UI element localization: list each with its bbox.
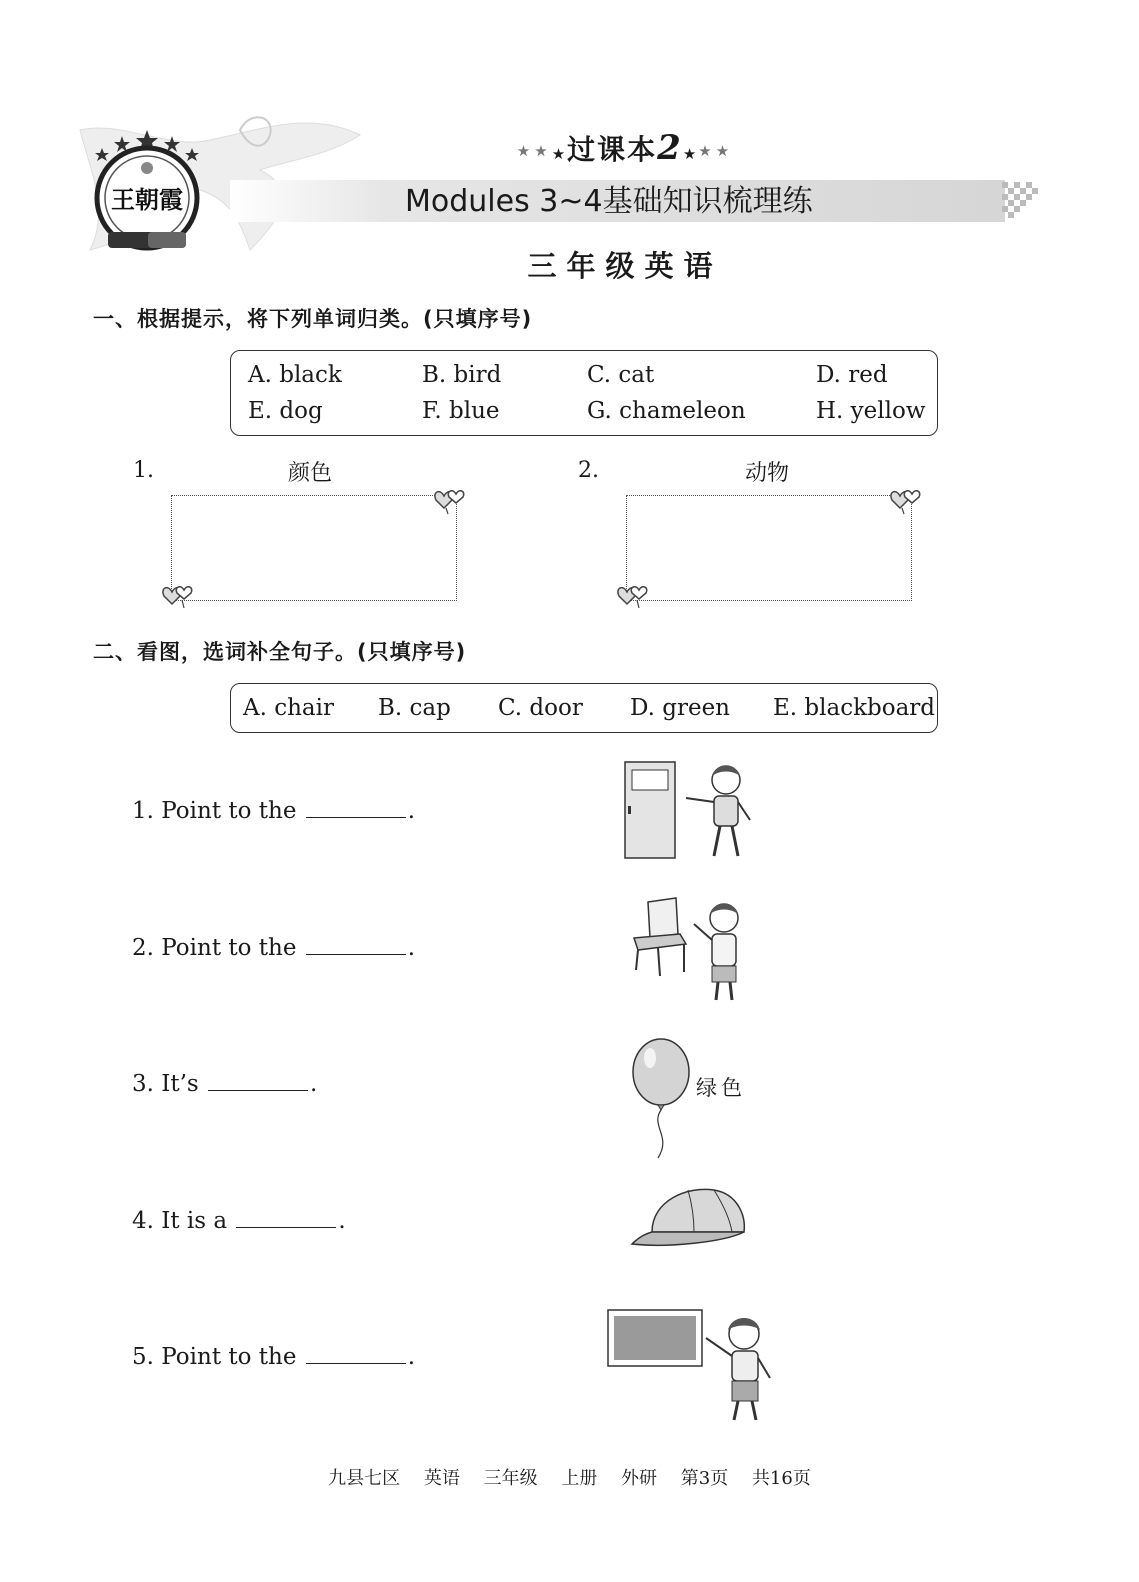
word-option: F. blue [422, 398, 500, 424]
answer-blank[interactable] [236, 1209, 336, 1228]
heart-icon [888, 486, 926, 516]
star-icon: ★★ [516, 142, 552, 160]
word-option: B. bird [422, 362, 502, 388]
door-boy-picture [620, 758, 760, 866]
word-option: B. cap [378, 695, 451, 721]
question-item: 1. Point to the . [132, 798, 416, 824]
bin-number: 1. [133, 458, 154, 483]
cap-picture [628, 1186, 750, 1252]
balloon-picture [628, 1036, 694, 1162]
logo-text: 王朝霞 [111, 185, 183, 214]
heart-icon [615, 582, 653, 612]
section-1-heading: 一、根据提示，将下列单词归类。(只填序号) [93, 307, 533, 331]
balloon-label: 绿色 [696, 1076, 746, 1100]
word-option: C. door [498, 695, 583, 721]
word-option: E. blackboard [773, 695, 936, 721]
answer-box-animals[interactable] [626, 495, 912, 601]
chair-boy-picture [628, 894, 758, 1006]
word-option: D. red [816, 362, 888, 388]
bin-label: 颜色 [288, 461, 333, 486]
word-option: D. green [630, 695, 730, 721]
question-item: 3. It’s . [132, 1071, 318, 1097]
word-option: G. chameleon [587, 398, 746, 424]
word-option: A. chair [243, 695, 334, 721]
section-2-heading: 二、看图，选词补全句子。(只填序号) [93, 640, 467, 664]
heart-icon [432, 486, 470, 516]
question-item: 5. Point to the . [132, 1344, 416, 1370]
bin-label: 动物 [745, 461, 790, 486]
star-icon: ★★ [698, 142, 734, 160]
blackboard-boy-picture [606, 1306, 776, 1424]
page-title: Modules 3~4基础知识梳理练 [405, 184, 813, 219]
answer-blank[interactable] [208, 1072, 308, 1091]
answer-box-colors[interactable] [171, 495, 457, 601]
word-option: A. black [248, 362, 342, 388]
answer-blank[interactable] [306, 799, 406, 818]
brand-logo [88, 128, 206, 256]
word-option: H. yellow [816, 398, 926, 424]
word-option: C. cat [587, 362, 655, 388]
badge-label: 过课本 [567, 133, 658, 166]
heart-icon [160, 582, 198, 612]
bin-number: 2. [578, 458, 599, 483]
word-option: E. dog [248, 398, 323, 424]
badge-number: 2 [657, 128, 683, 168]
checker-decoration [1002, 182, 1040, 220]
page-subtitle: 三年级英语 [527, 249, 723, 283]
answer-blank[interactable] [306, 1345, 406, 1364]
page-footer: 九县七区 英语 三年级 上册 外研 第3页 共16页 [328, 1468, 811, 1489]
question-item: 2. Point to the . [132, 935, 416, 961]
answer-blank[interactable] [306, 936, 406, 955]
badge-line: ★★★过课本2★★★ [516, 128, 734, 168]
question-item: 4. It is a . [132, 1208, 346, 1234]
